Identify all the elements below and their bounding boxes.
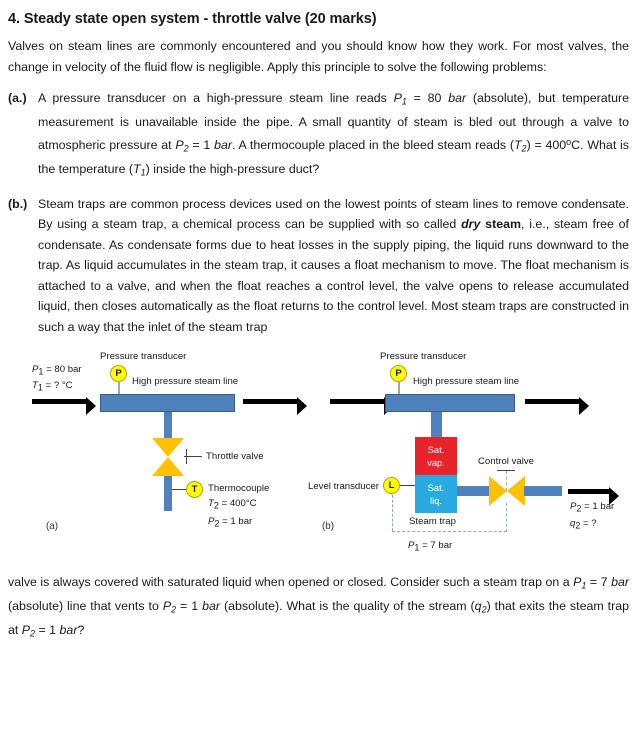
saturated-vapor-box [415,437,457,475]
figure-diagrams [0,343,639,558]
cl-p1-value: = 7 [586,575,612,590]
qa-text-4: ) inside the high-pressure duct? [145,162,320,177]
b-p1-symbol: P [408,540,415,552]
diagram-a-inlet-pressure [32,363,82,378]
inlet-temp-subscript: 1 [37,382,43,393]
qa-p2-value: = 1 [188,138,215,153]
cl-text-2: (absolute) line that vents to [8,599,163,614]
cl-text-5: ? [77,622,85,637]
level-transducer-icon: L [383,477,400,494]
diagram-a-tag: (a) [46,521,58,533]
cl-p2b-value: = 1 [35,622,60,637]
diagram-b-p1-reading [408,539,452,554]
diagram-b-main-pipe [385,394,515,412]
qa-t1-subscript: 1 [140,167,146,178]
diagram-b-p2-reading [570,500,614,515]
qa-p1-subscript: 1 [401,96,407,107]
b-p2-value: = 1 bar [581,501,615,513]
inlet-pressure-symbol: P [32,364,39,376]
control-loop-bottom-segment [392,531,507,532]
qa-degree-symbol: o [566,137,572,148]
pressure-transducer-icon: P [110,365,127,382]
inlet-pressure-subscript: 1 [38,366,44,377]
qa-t2-symbol: T [513,138,522,153]
b-q2-value: = ? [580,518,597,530]
cl-bar-unit-3: bar [59,622,78,637]
qa-t2-unit: C. What is the temperature ( [38,138,629,177]
cl-bar-unit-2: bar [202,599,221,614]
intro-paragraph: Valves on steam lines are commonly encountered and you should know how they work. For most valves, the change in velocity of the fluid flow is negligible. Apply this principle to solve the following problems: [8,39,629,74]
sat-liq-line-2: liq. [430,495,442,507]
diagram-b-inlet-arrow [330,399,385,404]
qa-bar-unit-2: bar [214,138,233,153]
diagram-b-outlet-arrow [525,399,580,404]
cl-p2-value: = 1 [176,599,203,614]
diagram-b-outlet-pipe-right [524,486,562,496]
steam-trap-label: Steam trap [409,516,456,528]
b-p1-subscript: 1 [414,542,420,553]
page-title: 4. Steady state open system - throttle valve (20 marks) [8,11,377,27]
t2-value: = 400°C [218,498,257,510]
question-a-body [38,88,629,183]
cl-q2-subscript: 2 [481,604,487,615]
cl-q2-symbol: q [474,599,482,614]
diagram-a [0,343,320,558]
diagram-a-inlet-temperature [32,379,73,394]
diagram-b-steam-line-label: High pressure steam line [413,376,520,388]
diagram-b-level-leader [400,485,415,486]
diagram-a-inlet-arrow [32,399,87,404]
diagram-a-transducer-stem [118,382,120,394]
closing-paragraph [8,572,629,643]
cl-p2b-symbol: P [21,622,31,637]
qa-p2-symbol: P [175,138,184,153]
question-b [8,194,629,338]
question-b-label: (b.) [8,196,28,211]
cl-p2b-subscript: 2 [30,628,36,639]
throttle-valve-icon [152,438,184,476]
cl-p2-symbol: P [162,599,172,614]
diagram-b-pressure-transducer-label: Pressure transducer [380,351,467,363]
diagram-a-t2-reading [208,497,257,512]
cl-p2-subscript: 2 [171,604,177,615]
b-q2-subscript: 2 [575,520,581,531]
diagram-b [308,343,639,558]
cl-p1-subscript: 1 [581,580,587,591]
qa-text-3: . A thermocouple placed in the bleed steam reads ( [232,138,514,153]
b-p2-subscript: 2 [576,503,582,514]
diagram-b-tag: (b) [322,521,334,533]
diagram-b-outlet-pipe-left [457,486,489,496]
diagram-b-q2-reading [570,517,597,532]
diagram-a-throttle-leader-cap [186,449,187,464]
qa-text-2: (absolute), but temperature measurement is unavailable inside the pipe. A small quantity of steam is bled out through a valve to atmospheric pressure at [38,91,629,153]
diagram-a-branch-pipe-lower [164,476,172,511]
cl-bar-unit-1: bar [611,575,629,590]
control-valve-label: Control valve [478,456,534,468]
diagram-a-steam-line-label: High pressure steam line [132,376,239,388]
qa-text-1: A pressure transducer on a high-pressure steam line reads [38,91,394,105]
qa-t2-subscript: 2 [521,143,527,154]
question-b-body [38,194,629,338]
cl-text-3: (absolute). What is the quality of the stream ( [220,599,475,614]
a-p2-subscript: 2 [214,518,220,529]
qb-dry-emphasis: dry [461,217,481,232]
qa-t1-symbol: T [133,162,141,177]
b-q2-symbol: q [570,518,576,530]
b-p1-value: = 7 bar [419,540,453,552]
diagram-b-transducer-stem [398,382,400,394]
qa-p1-symbol: P [393,91,402,105]
control-valve-icon [489,476,525,506]
control-loop-left-segment [392,495,393,531]
diagram-b-downcomer-pipe [431,412,442,437]
document-page [0,11,639,739]
question-a-label: (a.) [8,91,27,105]
a-p2-value: = 1 bar [219,516,253,528]
qb-text-2: , i.e., steam free of condensate. As condensate forms due to heat losses in the supply piping, the liquid runs downward to the trap. As liquid accumulates in the steam trap, it causes a float mechanism to move. The float mechanism is attached to a valve, and when the float reaches a control level, the valve opens to release accumulated liquid, then closes automatically as the float returns to the control level. Most steam traps are constructed in such a way that the inlet of the steam trap [38,217,629,334]
level-transducer-label: Level transducer [308,481,379,493]
inlet-temp-value: = ? °C [42,380,73,392]
diagram-a-thermocouple-leader [172,489,186,490]
saturated-liquid-box [415,475,457,513]
cl-text-4: ) that exits the steam trap at [8,599,629,637]
sat-vap-line-2: vap. [427,457,445,469]
cl-text-1: valve is always covered with saturated liquid when opened or closed. Consider such a steam trap on a [8,575,574,590]
throttle-valve-label: Throttle valve [206,451,264,463]
inlet-pressure-value: = 80 bar [43,364,82,376]
a-p2-symbol: P [208,516,215,528]
diagram-a-p2-reading [208,515,252,530]
t2-symbol: T [208,498,214,510]
t2-subscript: 2 [213,500,219,511]
thermocouple-icon: T [186,481,203,498]
diagram-b-exit-arrow [568,489,610,494]
sat-vap-line-1: Sat. [427,444,445,456]
qa-t2-value: ) = 400 [526,138,567,153]
cl-p1-symbol: P [573,575,582,590]
control-loop-right-segment [506,503,507,532]
qa-bar-unit-1: bar [448,91,467,105]
thermocouple-label: Thermocouple [208,483,270,495]
diagram-a-outlet-arrow [243,399,298,404]
question-a [8,88,629,183]
inlet-temp-symbol: T [32,380,38,392]
qa-p1-value: = 80 [406,91,449,105]
qa-p2-subscript: 2 [183,143,189,154]
sat-liq-line-1: Sat. [427,482,445,494]
diagram-a-branch-pipe-upper [164,412,172,438]
b-p2-symbol: P [570,501,577,513]
qb-text-1: Steam traps are common process devices used on the lowest points of steam lines to remove condensate. By using a steam trap, a chemical process can be supplied with so called [38,196,629,232]
diagram-a-pressure-transducer-label: Pressure transducer [100,351,187,363]
qb-steam-emphasis: steam [480,217,521,232]
diagram-a-main-pipe [100,394,235,412]
pressure-transducer-icon-b: P [390,365,407,382]
